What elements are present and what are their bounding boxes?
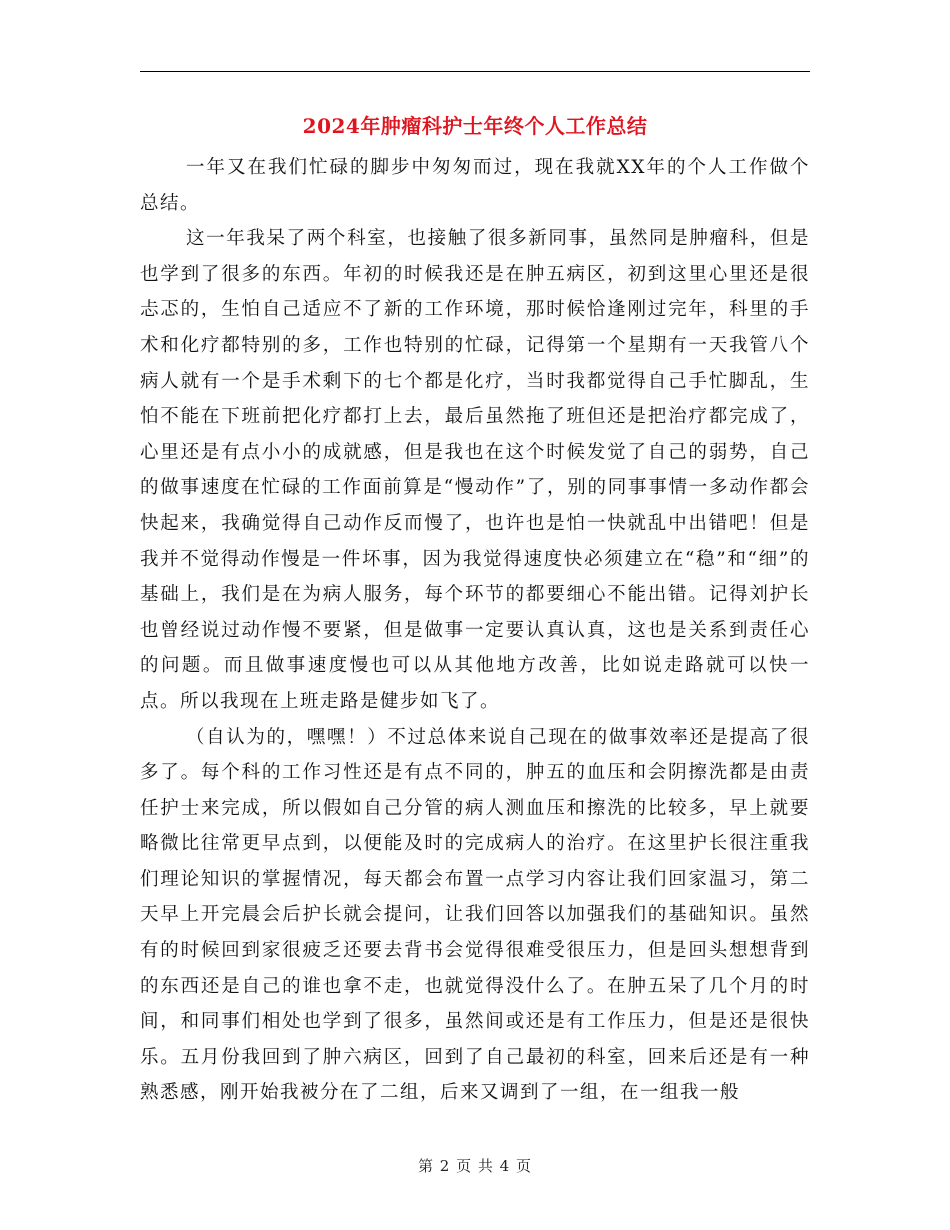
document-title: 2024年肿瘤科护士年终个人工作总结 [302,114,648,138]
paragraph-intro: 一年又在我们忙碌的脚步中匆匆而过，现在我就XX年的个人工作做个总结。 [140,157,810,214]
paragraph-efficiency: （自认为的，嘿嘿！）不过总体来说自己现在的做事效率还是提高了很多了。每个科的工作习性还是有点不同的，肿五的血压和会阴擦洗都是由责任护士来完成，所以假如自己分管的病人测血压和擦洗的比较多，早上就要略微比往常更早点到，以便能及时的完成病人的治疗。在这里护长很注重我们理论知识的掌握情况，每天都会布置一点学习内容让我们回家温习，第二天早上开完晨会后护长就会提问，让我们回答以加强我们的基础知识。虽然有的时候回到家很疲乏还要去背书会觉得很难受很压力，但是回头想想背到的东西还是自己的谁也拿不走，也就觉得没什么了。在肿五呆了几个月的时间，和同事们相处也学到了很多，虽然间或还是有工作压力，但是还是很快乐。五月份我回到了肿六病区，回到了自己最初的科室，回来后还是有一种熟悉感，刚开始我被分在了二组，后来又调到了一组，在一组我一般 [140,726,810,1104]
header-rule [140,71,810,72]
paragraph-departments: 这一年我呆了两个科室，也接触了很多新同事，虽然同是肿瘤科，但是也学到了很多的东西。年初的时候我还是在肿五病区，初到这里心里还是很忐忑的，生怕自己适应不了新的工作环境，那时候恰逢刚过完年，科里的手术和化疗都特别的多，工作也特别的忙碌，记得第一个星期有一天我管八个病人就有一个是手术剩下的七个都是化疗，当时我都觉得自己手忙脚乱，生怕不能在下班前把化疗都打上去，最后虽然拖了班但还是把治疗都完成了，心里还是有点小小的成就感，但是我也在这个时候发觉了自己的弱势，自己的做事速度在忙碌的工作面前算是“慢动作”了，别的同事事情一多动作都会快起来，我确觉得自己动作反而慢了，也许也是怕一快就乱中出错吧！但是我并不觉得动作慢是一件坏事，因为我觉得速度快必须建立在“稳”和“细”的基础上，我们是在为病人服务，每个环节的都要细心不能出错。记得刘护长也曾经说过动作慢不要紧，但是做事一定要认真认真，这也是关系到责任心的问题。而且做事速度慢也可以从其他地方改善，比如说走路就可以快一点。所以我现在上班走路是健步如飞了。 [140,228,810,712]
page-number-footer: 第 2 页 共 4 页 [418,1157,532,1175]
document-body [140,150,810,1111]
